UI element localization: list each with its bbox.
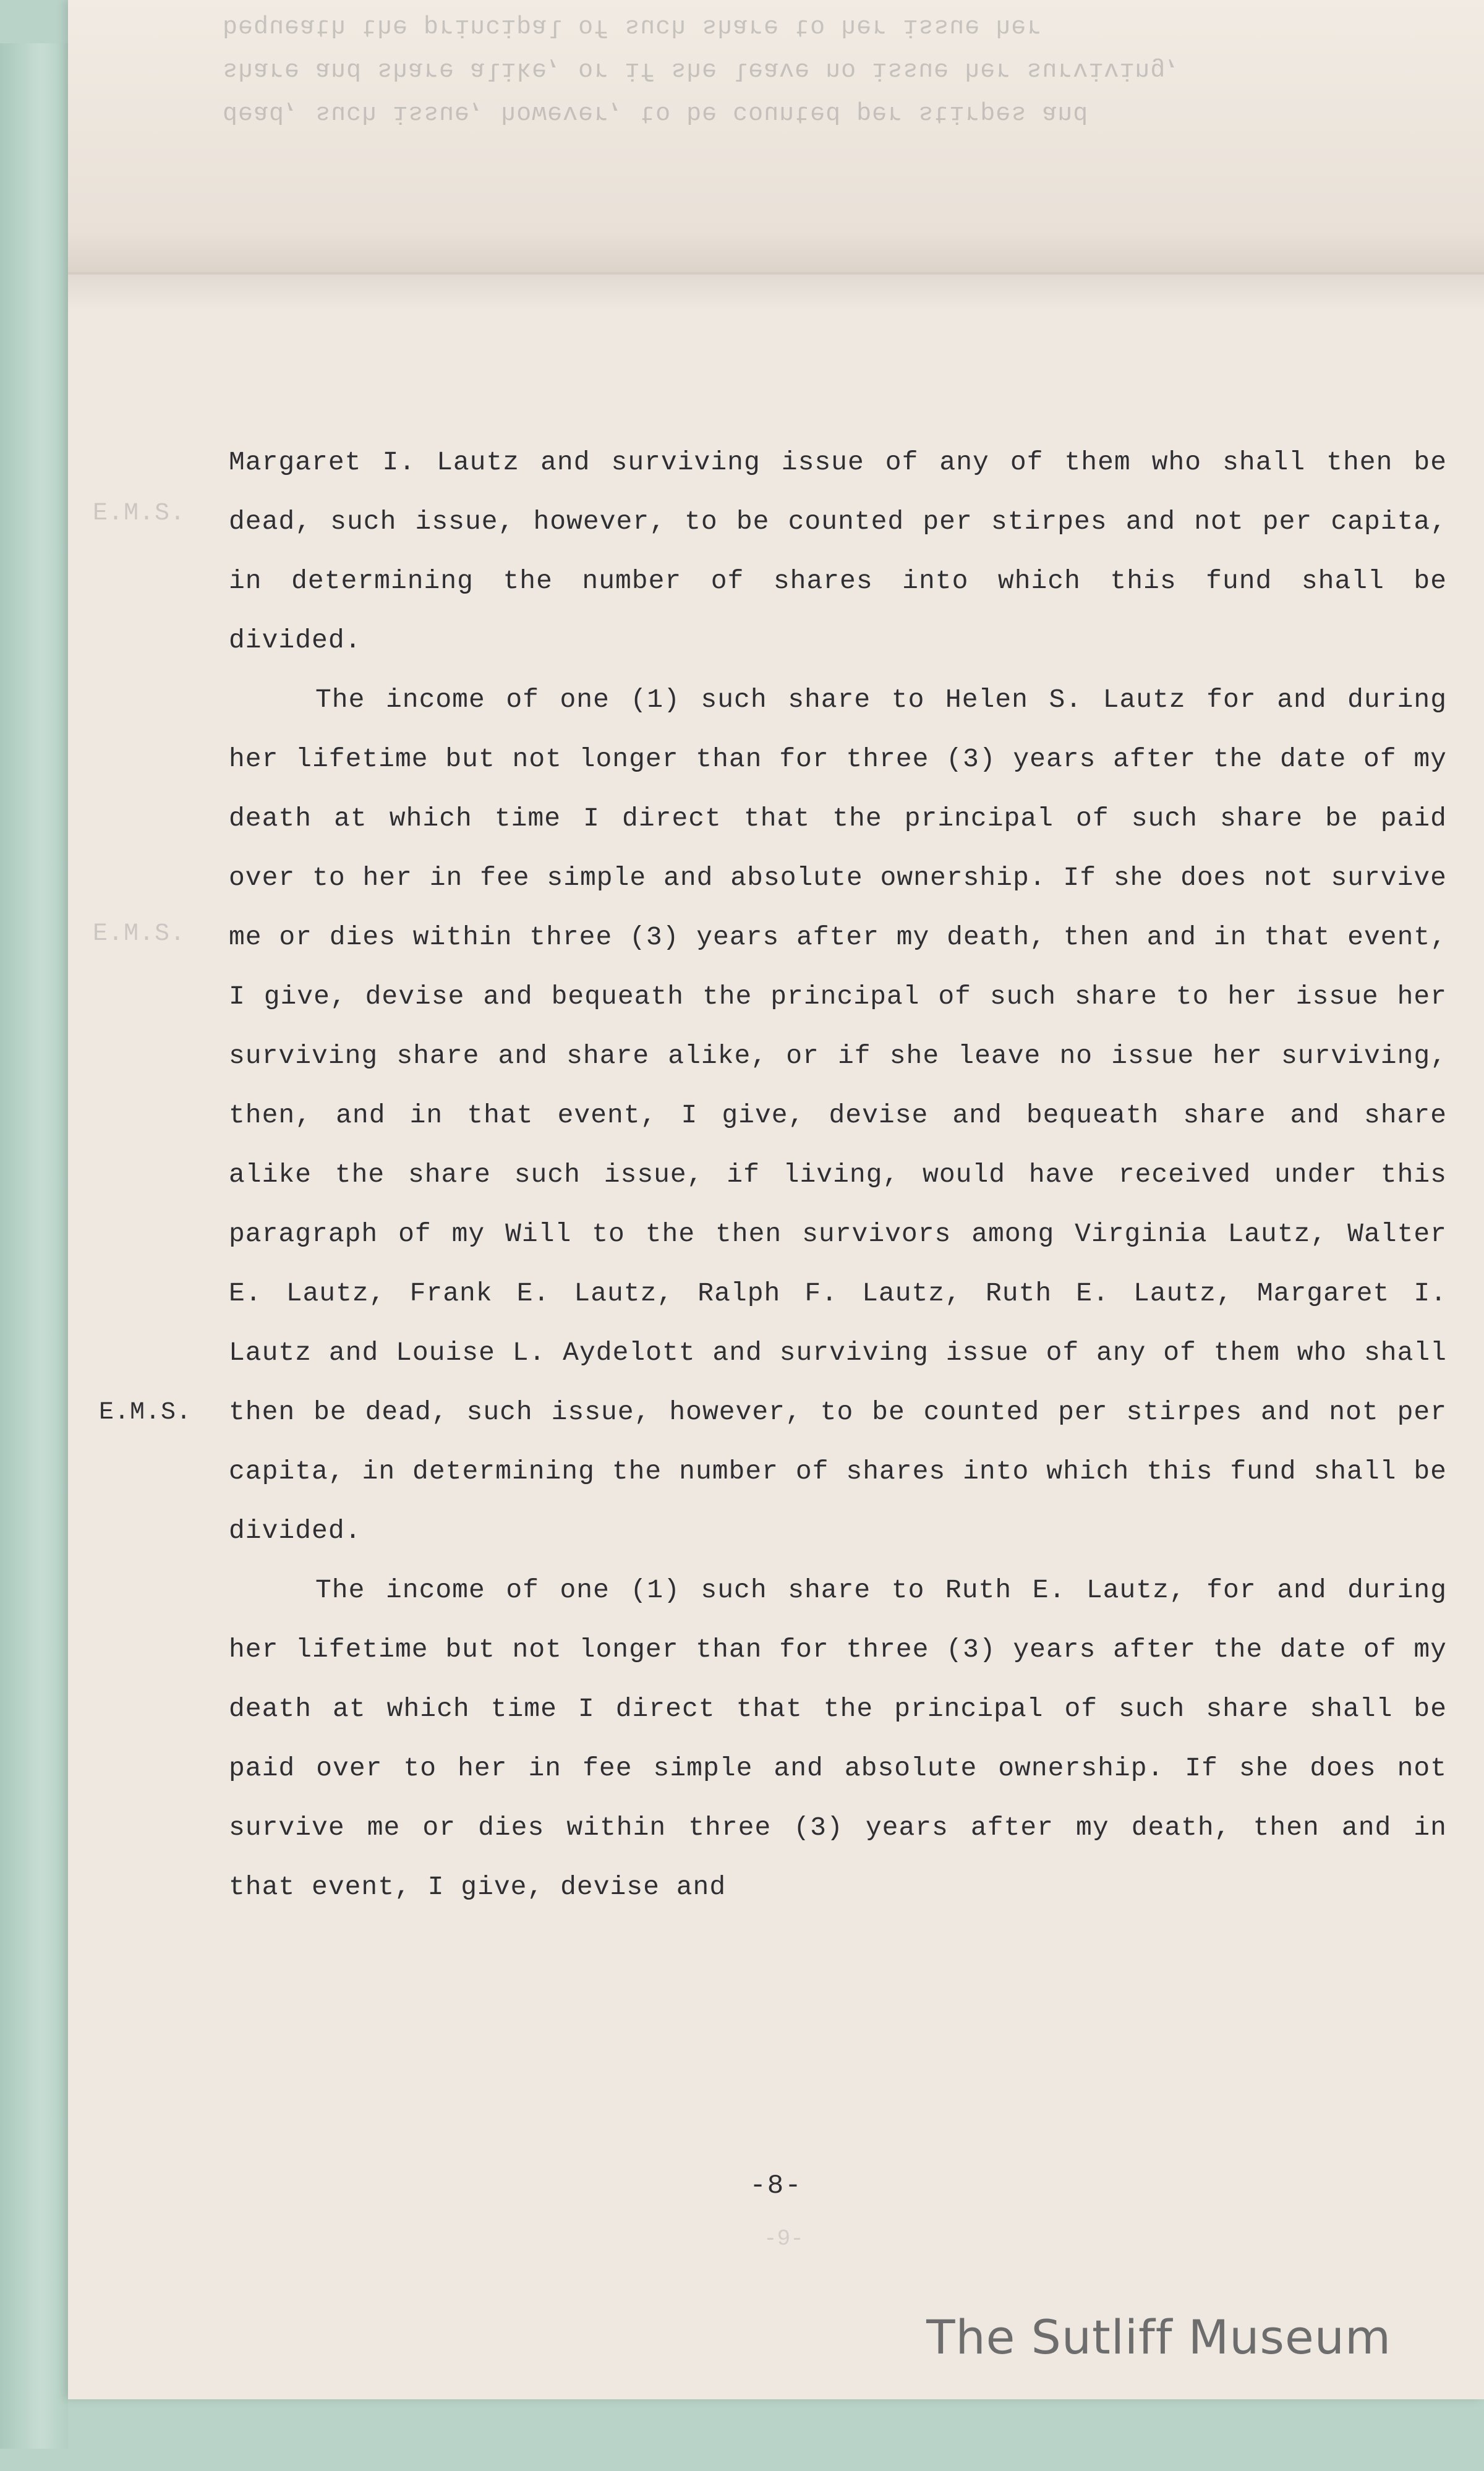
- margin-initials-ghost: E.M.S.: [93, 920, 186, 948]
- margin-initials: E.M.S.: [99, 1399, 192, 1427]
- museum-watermark: The Sutliff Museum: [926, 2310, 1391, 2365]
- paragraph: Margaret I. Lautz and surviving issue of any of them who shall then be dead, such issue, however, to be counted per stirpes and not per capita, in determining the number of shares into which this fund shall be divided.: [229, 447, 1447, 655]
- margin-initials-ghost: E.M.S.: [93, 500, 186, 527]
- bleed-through-line: share and share alike, or if she leave no issue her surviving,: [223, 56, 1182, 83]
- page-number-ghost: -9-: [764, 2226, 804, 2251]
- bleed-through-line: dead, such issue, however, to be counted per stirpes and: [223, 99, 1089, 127]
- paragraph: The income of one (1) such share to Helen S. Lautz for and during her lifetime but not longer than for three (3) years after the date of my death at which time I direct that the principal of such share be paid over to her in fee simple and absolute ownership. If she does not survive me or dies within three (3) years after my death, then and in that event, I give, devise and bequeath the principal of such share to her issue her surviving share and share alike, or if she leave no issue her surviving, then, and in that event, I give, devise and bequeath share and share alike the share such issue, if living, would have received under this paragraph of my Will to the then survivors among Virginia Lautz, Walter E. Lautz, Frank E. Lautz, Ralph F. Lautz, Ruth E. Lautz, Margaret I. Lautz and Louise L. Aydelott and surviving issue of any of them who shall then be dead, such issue, however, to be counted per stirpes and not per capita, in determining the number of shares into which this fund shall be divided.: [229, 685, 1447, 1546]
- bleed-through-line: bequeath the principal of such share to her issue her: [223, 12, 1043, 40]
- page-number: -8-: [749, 2170, 803, 2201]
- will-text-body: [229, 433, 1447, 1917]
- backing-sheet: [0, 43, 68, 2449]
- document-page: [68, 0, 1484, 2399]
- paragraph: The income of one (1) such share to Ruth E. Lautz, for and during her lifetime but not longer than for three (3) years after the date of my death at which time I direct that the principal of such share shall be paid over to her in fee simple and absolute ownership. If she does not survive me or dies within three (3) years after my death, then and in that event, I give, devise and: [229, 1575, 1447, 1902]
- fold-shadow: [68, 275, 1484, 312]
- folded-flap: [68, 0, 1484, 275]
